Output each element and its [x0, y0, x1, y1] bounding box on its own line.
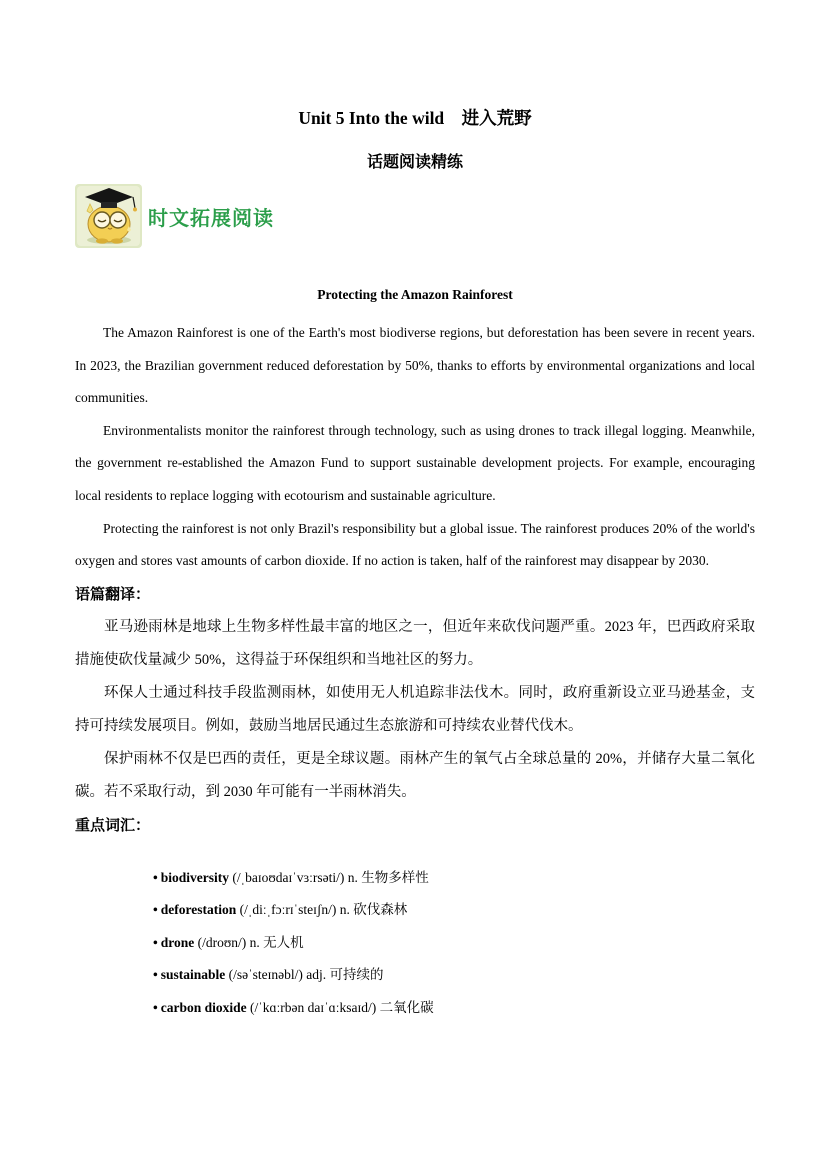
- bullet-icon: •: [153, 902, 158, 918]
- vocab-word: sustainable: [160, 967, 226, 983]
- bullet-icon: •: [153, 934, 158, 950]
- translation-paragraph-1: 亚马逊雨林是地球上生物多样性最丰富的地区之一，但近年来砍伐问题严重。2023 年，巴西政府采取措施使砍伐量减少 50%，这得益于环保组织和当地社区的努力。: [75, 618, 755, 668]
- section-banner: [75, 184, 755, 248]
- vocab-detail: (/droʊn/) n. 无人机: [194, 934, 304, 950]
- vocab-item-biodiversity: [153, 862, 755, 895]
- article-paragraph-3: Protecting the rainforest is not only Brazil's responsibility but a global issue. The rainforest produces 20% of the world's oxygen and stores vast amounts of carbon dioxide. If no action is taken, half of the rainforest may disappear by 2030.: [75, 520, 755, 569]
- vocab-word: drone: [160, 934, 195, 950]
- article-title: Protecting the Amazon Rainforest: [317, 287, 513, 302]
- vocab-word: carbon dioxide: [160, 999, 247, 1015]
- unit-title: Unit 5 Into the wild 进入荒野: [298, 108, 532, 128]
- bullet-icon: •: [153, 967, 158, 983]
- translation-paragraph-2: 环保人士通过科技手段监测雨林，如使用无人机追踪非法伐木。同时，政府重新设立亚马逊基金，支持可持续发展项目。例如，鼓励当地居民通过生态旅游和可持续农业替代伐木。: [75, 684, 755, 734]
- article-paragraph-2: Environmentalists monitor the rainforest through technology, such as using drones to track illegal logging. Meanwhile, the government re-established the Amazon Fund to support sustainable development projects. For example, encouraging local residents to replace logging with ecotourism and sustainable agriculture.: [75, 422, 755, 503]
- page-subtitle: 话题阅读精练: [366, 154, 463, 171]
- vocab-word: biodiversity: [160, 869, 229, 885]
- bullet-icon: •: [153, 869, 158, 885]
- translation-heading: 语篇翻译：: [75, 585, 151, 603]
- vocab-detail: (/səˈsteɪnəbl/) adj. 可持续的: [225, 967, 384, 983]
- translation-paragraph-3: 保护雨林不仅是巴西的责任，更是全球议题。雨林产生的氧气占全球总量的 20%，并储存大量二氧化碳。若不采取行动，到 2030 年可能有一半雨林消失。: [75, 750, 755, 800]
- vocab-item-drone: [153, 927, 755, 960]
- vocabulary-list: [153, 862, 755, 1025]
- banner-label: 时文拓展阅读: [148, 207, 274, 230]
- vocab-item-carbon-dioxide: [153, 992, 755, 1025]
- vocab-item-sustainable: [153, 959, 755, 992]
- vocab-word: deforestation: [160, 902, 237, 918]
- vocab-detail: (/ˌdiːˌfɔːrɪˈsteɪʃn/) n. 砍伐森林: [236, 902, 408, 918]
- student-mascot-icon: [75, 184, 142, 248]
- article-paragraph-1: The Amazon Rainforest is one of the Earth's most biodiverse regions, but deforestation has been severe in recent years. In 2023, the Brazilian government reduced deforestation by 50%, thanks to efforts by environmental organizations and local communities.: [75, 325, 755, 406]
- vocab-item-deforestation: [153, 894, 755, 927]
- vocab-detail: (/ˈkɑːrbən daɪˈɑːksaɪd/) 二氧化碳: [246, 999, 434, 1015]
- vocabulary-heading: 重点词汇：: [75, 816, 151, 834]
- bullet-icon: •: [153, 999, 158, 1015]
- vocab-detail: (/ˌbaɪoʊdaɪˈvɜːrsəti/) n. 生物多样性: [229, 869, 429, 885]
